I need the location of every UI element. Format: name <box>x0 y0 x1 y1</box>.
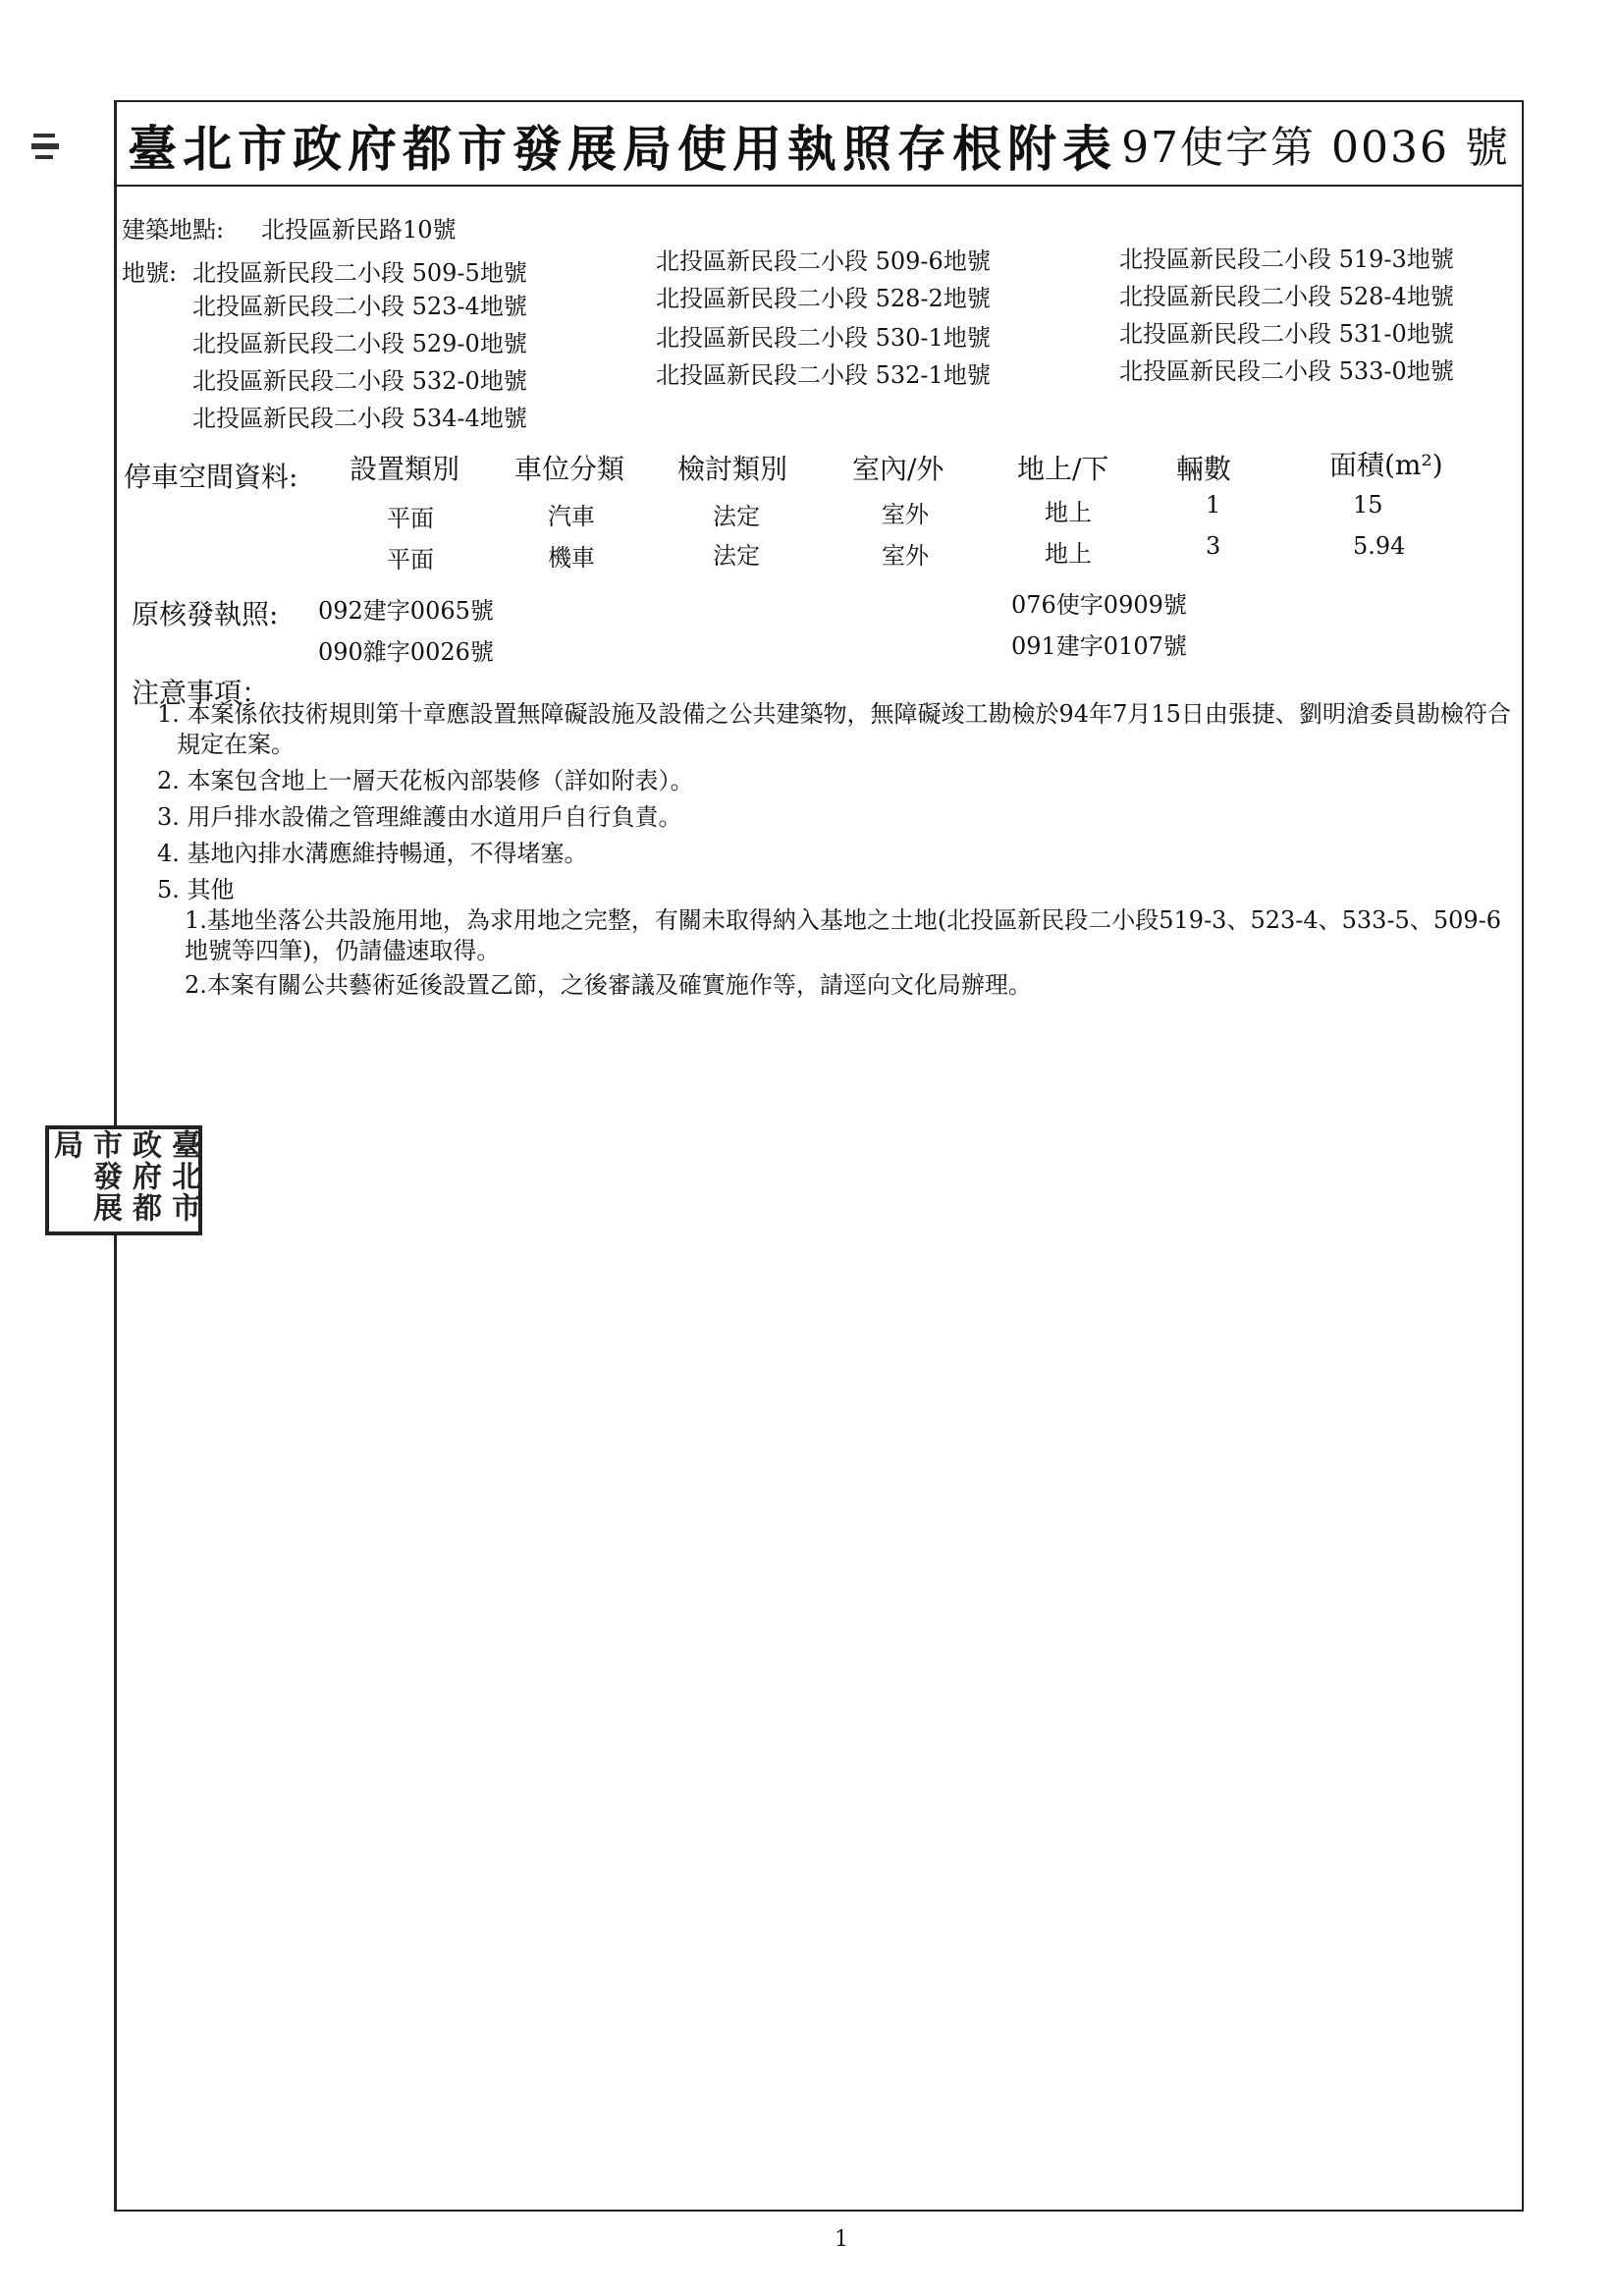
lot-item: 北投區新民段二小段 519-3地號 <box>1119 246 1454 273</box>
location-label: 建築地點: <box>122 216 225 244</box>
document-title: 臺北市政府都市發展局使用執照存根附表 <box>128 120 1117 178</box>
parking-cell: 15 <box>1353 491 1383 519</box>
lot-item: 北投區新民段二小段 528-4地號 <box>1119 283 1454 310</box>
parking-header: 檢討類別 <box>677 453 788 485</box>
lot-item: 北投區新民段二小段 530-1地號 <box>656 324 991 352</box>
parking-cell: 室外 <box>882 501 929 528</box>
parking-header: 輛數 <box>1176 453 1232 485</box>
license-item: 092建字0065號 <box>318 597 494 625</box>
document-number: 97使字第 0036 號 <box>1121 123 1510 173</box>
lot-item: 北投區新民段二小段 528-2地號 <box>656 285 991 312</box>
parking-cell: 汽車 <box>548 503 595 530</box>
parking-cell: 1 <box>1206 491 1221 519</box>
parking-cell: 地上 <box>1045 540 1092 568</box>
parking-cell: 室外 <box>882 542 929 570</box>
note-item: 5. 其他 <box>157 876 235 903</box>
lot-item: 北投區新民段二小段 532-1地號 <box>656 361 991 389</box>
lot-item: 北投區新民段二小段 533-0地號 <box>1119 357 1454 385</box>
parking-header: 地上/下 <box>1017 453 1109 485</box>
lots-label: 地號: <box>122 259 178 287</box>
parking-cell: 平面 <box>387 505 434 532</box>
parking-cell: 機車 <box>548 544 595 572</box>
lot-item: 北投區新民段二小段 509-5地號 <box>192 259 527 287</box>
note-sub-item: 2.本案有關公共藝術延後設置乙節，之後審議及確實施作等，請逕向文化局辦理。 <box>185 971 1032 999</box>
parking-header: 面積(m²) <box>1329 449 1443 481</box>
note-item: 3. 用戶排水設備之管理維護由水道用戶自行負責。 <box>157 803 682 831</box>
license-item: 090雜字0026號 <box>318 638 494 666</box>
document-header <box>114 100 1524 187</box>
parking-cell: 3 <box>1206 532 1221 560</box>
parking-cell: 法定 <box>713 542 760 570</box>
lot-item: 北投區新民段二小段 509-6地號 <box>656 247 991 275</box>
lot-item: 北投區新民段二小段 534-4地號 <box>192 405 527 432</box>
page-number: 1 <box>835 2227 848 2252</box>
original-licenses-label: 原核發執照: <box>132 598 279 630</box>
parking-cell: 地上 <box>1045 499 1092 526</box>
note-item: 1. 本案係依技術規則第十章應設置無障礙設施及設備之公共建築物，無障礙竣工勘檢於94年7月15日由張捷、劉明滄委員勘檢符合規定在案。 <box>157 700 1511 758</box>
lot-item: 北投區新民段二小段 523-4地號 <box>192 293 527 320</box>
note-item: 2. 本案包含地上一層天花板內部裝修（詳如附表）。 <box>157 767 694 794</box>
official-seal <box>45 1125 202 1235</box>
note-item: 4. 基地內排水溝應維持暢通，不得堵塞。 <box>157 840 588 867</box>
location-value: 北投區新民路10號 <box>261 216 457 244</box>
license-item: 076使字0909號 <box>1011 591 1187 619</box>
parking-label: 停車空間資料: <box>124 461 298 493</box>
parking-header: 車位分類 <box>514 453 625 485</box>
parking-cell: 平面 <box>387 546 434 574</box>
scan-mark-icon <box>29 128 63 167</box>
license-item: 091建字0107號 <box>1011 632 1187 660</box>
notes-label: 注意事項： <box>132 677 270 709</box>
lot-item: 北投區新民段二小段 531-0地號 <box>1119 320 1454 348</box>
parking-header: 室內/外 <box>852 453 944 485</box>
lot-item: 北投區新民段二小段 532-0地號 <box>192 367 527 395</box>
note-sub-item: 1.基地坐落公共設施用地，為求用地之完整，有關未取得納入基地之土地(北投區新民段二小段519-3、523-4、533-5、509-6地號等四筆)，仍請儘速取得。 <box>185 906 1502 964</box>
parking-header: 設置類別 <box>350 453 460 485</box>
notes-list <box>157 699 1522 1001</box>
parking-cell: 法定 <box>713 503 760 530</box>
lot-item: 北投區新民段二小段 529-0地號 <box>192 330 527 357</box>
seal-text: 臺北市政府都市發展局 <box>48 1129 200 1224</box>
parking-cell: 5.94 <box>1353 532 1406 560</box>
